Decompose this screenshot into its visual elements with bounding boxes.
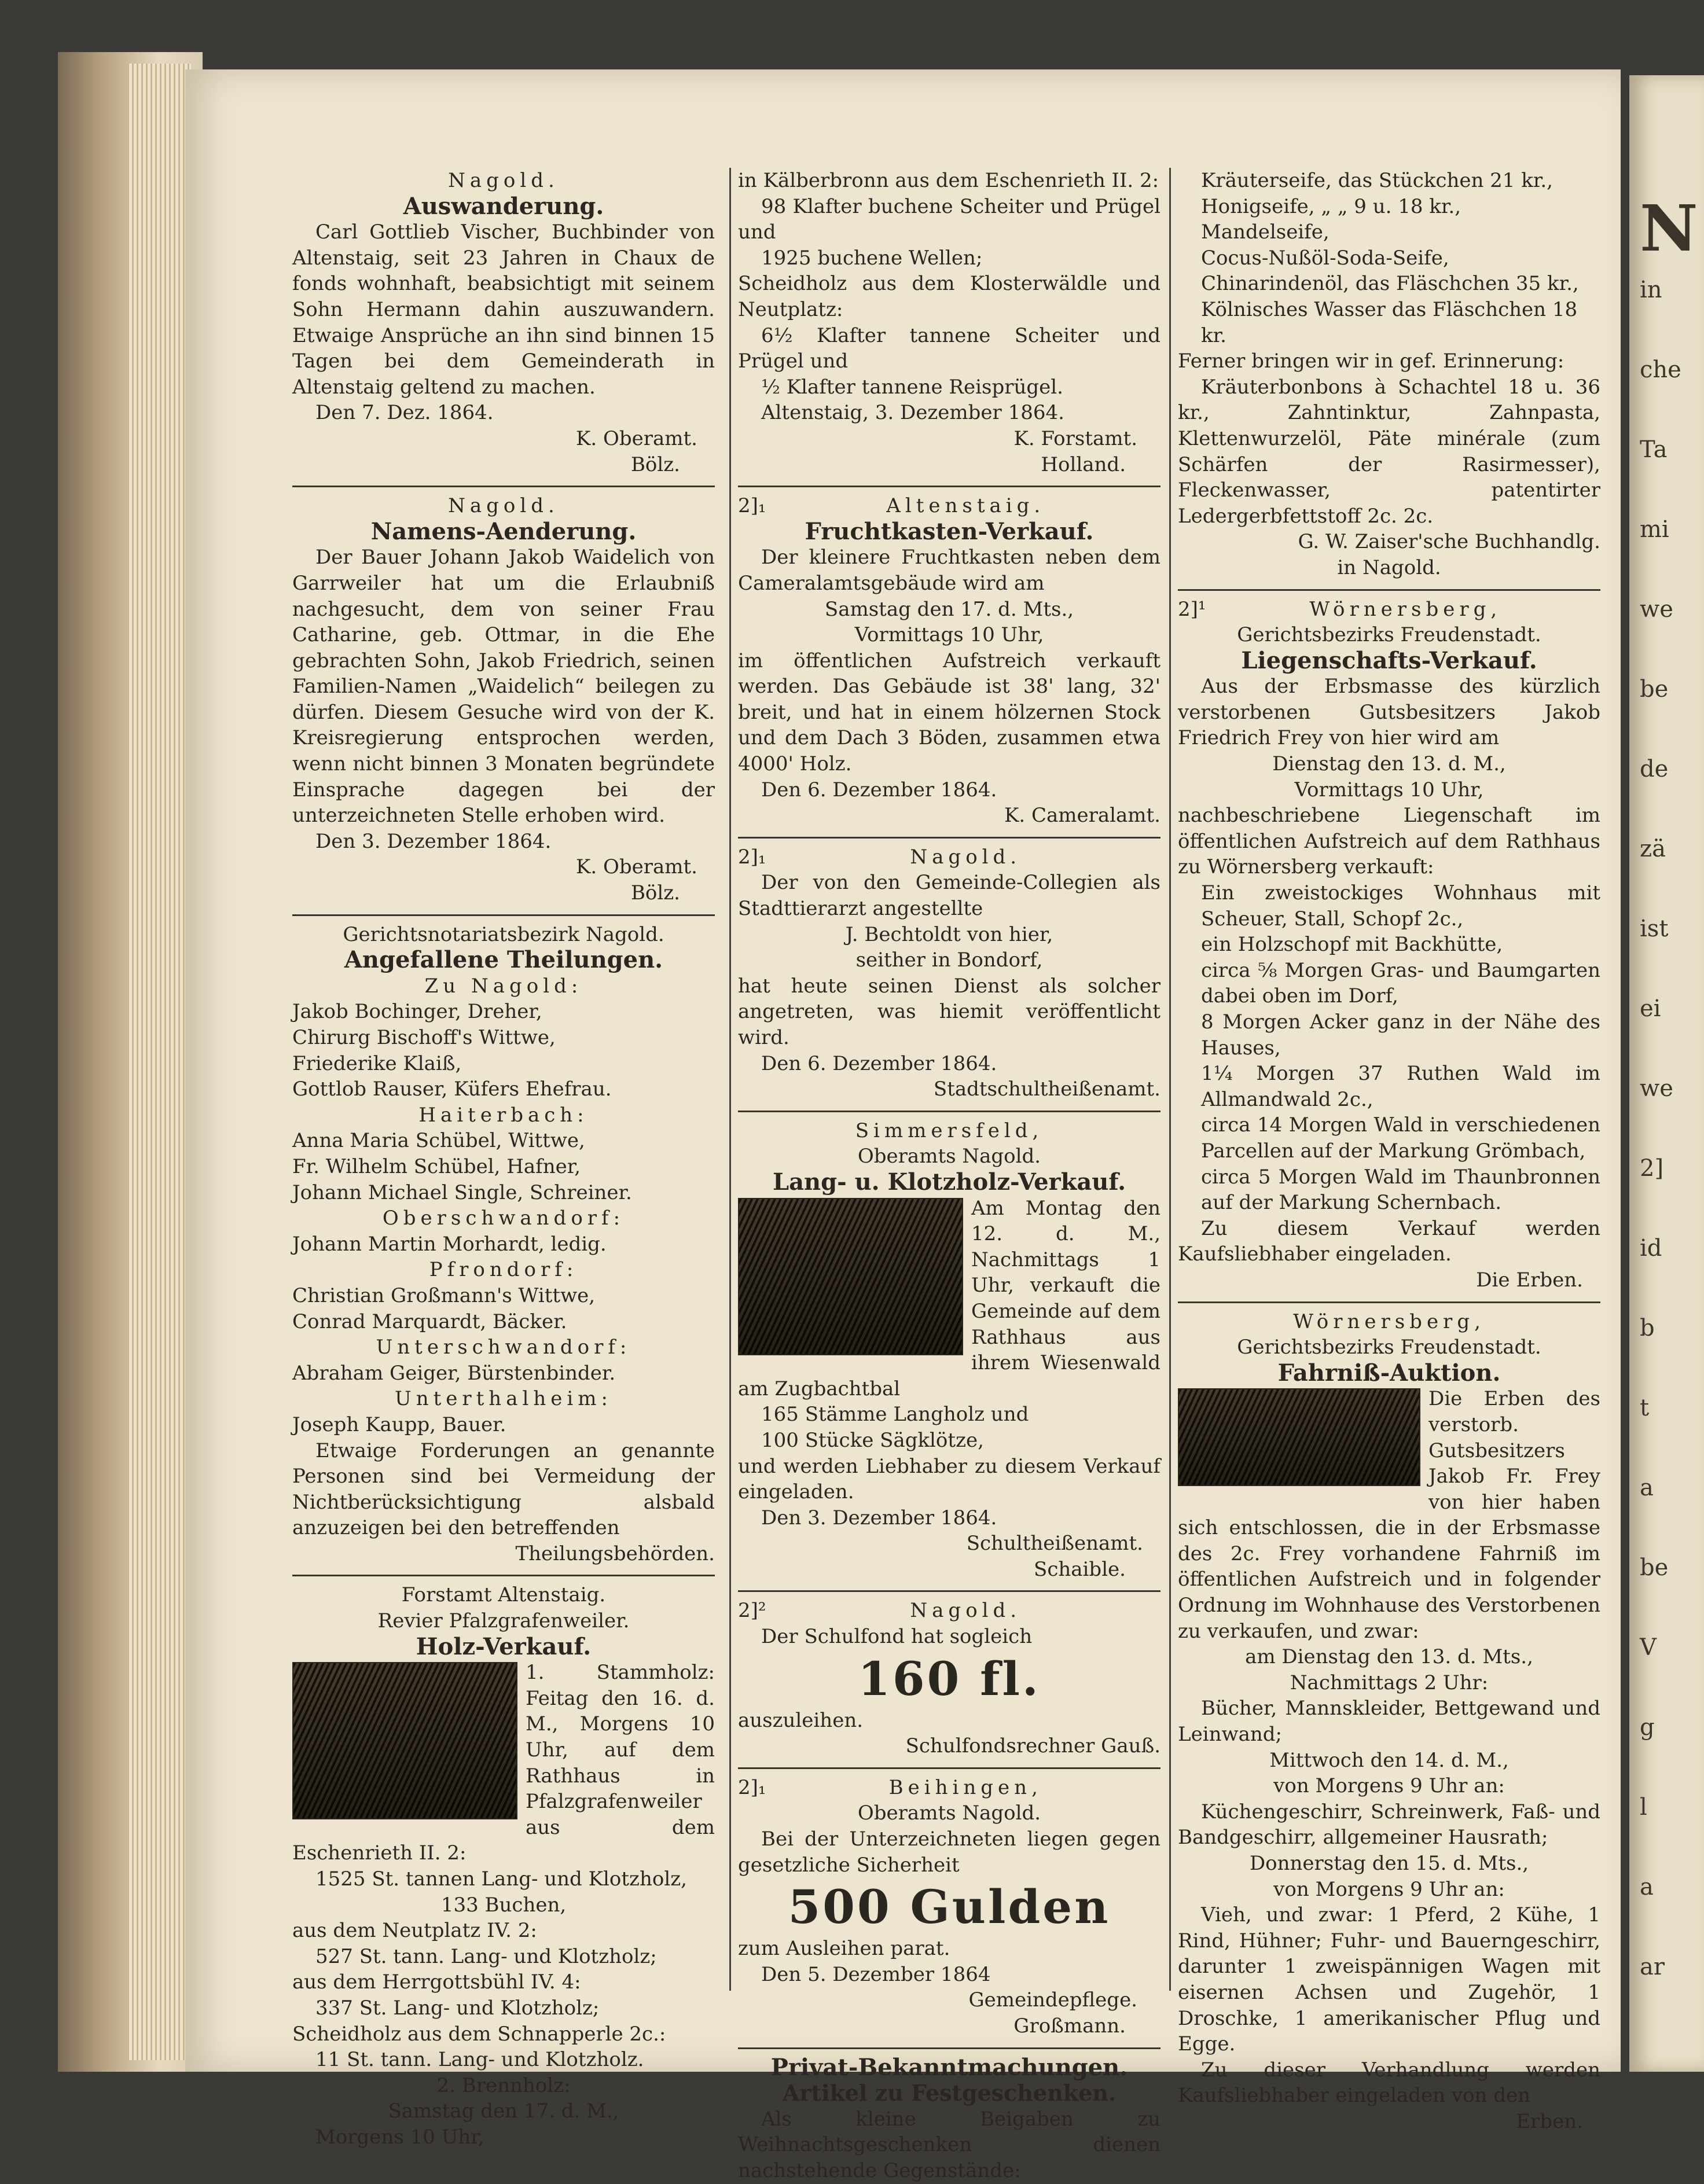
notice-date-line: Dienstag den 13. d. M., <box>1272 752 1506 776</box>
notice-date: Den 3. Dezember 1864. <box>315 829 552 853</box>
insertion-count: 2]¹ <box>1178 597 1206 621</box>
notice-time-line: von Morgens 9 Uhr an: <box>1273 1774 1505 1798</box>
notice-title: Holz-Verkauf. <box>416 1633 592 1660</box>
separator <box>738 1590 1161 1592</box>
price-line: Kräuterseife, das Stückchen 21 kr., <box>1201 169 1553 192</box>
section-title: Privat-Bekanntmachungen. <box>770 2053 1128 2081</box>
inheritance-list <box>292 973 715 1438</box>
list-item: Johann Martin Morhardt, ledig. <box>292 1232 607 1256</box>
list-item: Christian Großmann's Wittwe, <box>292 1284 596 1307</box>
notice-line: 337 St. Lang- und Klotzholz; <box>315 1996 600 2020</box>
notice-date: Den 3. Dezember 1864. <box>761 1506 997 1529</box>
facing-page-text: we <box>1640 1075 1673 1102</box>
price-line: Chinarindenöl, das Fläschchen 35 kr., <box>1201 272 1579 296</box>
notice-signature: G. W. Zaiser'sche Buchhandlg. <box>1298 530 1600 554</box>
list-item: ein Holzschopf mit Backhütte, <box>1201 933 1503 957</box>
notice-line: 527 St. tann. Lang- und Klotzholz; <box>315 1944 657 1968</box>
notice-line: aus dem Herrgottsbühl IV. 4: <box>292 1970 581 1994</box>
list-item: Conrad Marquardt, Bäcker. <box>292 1310 567 1333</box>
facing-page-text: g <box>1640 1714 1655 1741</box>
notice-body: Als kleine Beigaben zu Weihnachtsgeschenken dienen nachstehende Gegenstände: <box>738 2107 1161 2182</box>
notice-line: 1525 St. tannen Lang- und Klotzholz, <box>315 1867 687 1891</box>
facing-page-text: ist <box>1640 915 1669 942</box>
notice-place: Nagold. <box>448 494 559 518</box>
notice-body: 1. Stammholz: Feitag den 16. d. M., Morgens 10 Uhr, auf dem Rathhaus in Pfalzgrafenweiler aus dem Eschenrieth II. 2: <box>292 1661 715 1865</box>
notice-line: ½ Klafter tannene Reisprügel. <box>761 375 1063 399</box>
price-line: Honigseife, „ „ 9 u. 18 kr., <box>1201 194 1461 218</box>
notice-time-line: von Morgens 9 Uhr an: <box>1273 1877 1505 1901</box>
notice-place: Nagold. <box>910 1599 1022 1623</box>
notice-body: Kräuterbonbons à Schachtel 18 u. 36 kr., Zahntinktur, Zahnpasta, Klettenwurzelöl, Päte minérale (zum Schärfen der Rasirmesser), Fleckenwasser, patentirter Ledergerbfettstoff 2c. 2c. <box>1178 375 1600 528</box>
price-line: Kölnisches Wasser das Fläschchen 18 kr. <box>1201 297 1578 347</box>
notice-date-line: Samstag den 17. d. Mts., <box>824 597 1074 621</box>
notice-time-line: Vormittags 10 Uhr, <box>1294 778 1484 801</box>
notice-body: nachbeschriebene Liegenschaft im öffentlichen Aufstreich auf dem Rathhaus zu Wörnersberg verkauft: <box>1178 804 1600 879</box>
notice-place: Beihingen, <box>888 1775 1042 1799</box>
notice-body: Der Bauer Johann Jakob Waidelich von Garrweiler hat um die Erlaubniß nachgesucht, dem von seiner Frau Catharine, geb. Ottmar, in die Ehe gebrachten Sohn, Jakob Friedrich, seinen Familien-Namen „Waidelich“ beilegen zu dürfen. Diesem Gesuche wird von der K. Kreisregierung entsprochen werden, wenn nicht binnen 3 Monaten begründete Einsprache dagegen bei der unterzeichneten Stelle erhoben wird. <box>292 546 715 828</box>
notice-title: Fahrniß-Auktion. <box>1277 1359 1501 1387</box>
notice-signature-place: in Nagold. <box>1337 556 1441 579</box>
notice-body: Bei der Unterzeichneten liegen gegen gesetzliche Sicherheit <box>738 1828 1161 1877</box>
separator <box>292 914 715 916</box>
facing-page-text: we <box>1640 596 1673 623</box>
locality-heading: Pfrondorf: <box>429 1258 578 1282</box>
notice-title: Fruchtkasten-Verkauf. <box>805 517 1094 545</box>
notice-subplace: Revier Pfalzgrafenweiler. <box>377 1609 630 1633</box>
notice-signature: K. Forstamt. <box>1013 426 1137 450</box>
notice-subplace: Oberamts Nagold. <box>857 1145 1041 1168</box>
facing-page-text: che <box>1640 356 1681 383</box>
notice-date: Den 6. Dezember 1864. <box>761 778 997 801</box>
notice-body: im öffentlichen Aufstreich verkauft werden. Das Gebäude ist 38' lang, 32' breit, und hat in einem hölzernen Stock und dem Dach 3 Böden, zusammen etwa 4000' Holz. <box>738 649 1161 776</box>
facing-page-text: a <box>1640 1874 1654 1900</box>
amount-large: 500 Gulden <box>788 1880 1111 1935</box>
list-item: Abraham Geiger, Bürstenbinder. <box>292 1361 616 1385</box>
facing-page-text: id <box>1640 1235 1662 1262</box>
notice-body: Bücher, Mannskleider, Bettgewand und Leinwand; <box>1178 1697 1600 1747</box>
list-item: circa ⅝ Morgen Gras- und Baumgarten dabei oben im Dorf, <box>1201 958 1600 1008</box>
list-item: Joseph Kaupp, Bauer. <box>292 1413 506 1436</box>
insertion-count: 2]₁ <box>738 1775 766 1799</box>
list-item: Jakob Bochinger, Dreher, <box>292 1000 542 1024</box>
list-item: Gottlob Rauser, Küfers Ehefrau. <box>292 1078 612 1101</box>
notice-date-line: Donnerstag den 15. d. Mts., <box>1249 1852 1529 1875</box>
notice-body: Am Montag den 12. d. M., Nachmittags 1 Uhr, verkauft die Gemeinde auf dem Rathhaus aus ihrem Wiesenwald am Zugbachtbal <box>738 1196 1161 1400</box>
list-item: Fr. Wilhelm Schübel, Hafner, <box>292 1154 581 1178</box>
notice-signature: Stadtschultheißenamt. <box>933 1078 1161 1101</box>
price-line: Cocus-Nußöl-Soda-Seife, <box>1201 246 1449 270</box>
notice-signature: Die Erben. <box>1476 1268 1583 1292</box>
notice-body: Vieh, und zwar: 1 Pferd, 2 Kühe, 1 Rind, Hühner; Fuhr- und Bauerngeschirr, darunter 1 zweispännigen Wagen mit eisernen Achsen und Zugehör, 1 Droschke, 1 amerikanischer Pflug und Egge. <box>1178 1903 1600 2056</box>
notice-line: Ferner bringen wir in gef. Erinnerung: <box>1178 350 1565 373</box>
notice-place: Forstamt Altenstaig. <box>401 1583 606 1607</box>
notice-signature: Erben. <box>1516 2109 1583 2133</box>
facing-page-text: a <box>1640 1475 1654 1501</box>
property-list <box>1178 880 1600 1216</box>
facing-page-fragment <box>1629 75 1704 2072</box>
woodcut-auction-illustration <box>1178 1388 1420 1486</box>
notice-line: 1925 buchene Wellen; <box>761 246 983 270</box>
notice-title: Artikel zu Festgeschenken. <box>782 2080 1117 2106</box>
notice-body: Küchengeschirr, Schreinwerk, Faß- und Bandgeschirr, allgemeiner Hausrath; <box>1178 1800 1600 1850</box>
facing-page-text: ei <box>1640 995 1661 1022</box>
notice-date: Den 6. Dezember 1864. <box>761 1051 997 1075</box>
notice-signature: Gemeindepflege. <box>968 1988 1137 2012</box>
notice-signature: K. Cameralamt. <box>1004 804 1161 828</box>
separator <box>292 1575 715 1576</box>
notice-title: Angefallene Theilungen. <box>344 946 663 974</box>
notice-body: Die Erben des verstorb. Gutsbesitzers Jakob Fr. Frey von hier haben sich entschlossen, die in der Erbsmasse des 2c. Frey vorhandene Fahrniß im öffentlichen Aufstreich und in folgender Ordnung im Wohnhause des Verstorbenen zu verkaufen, und zwar: <box>1178 1387 1600 1643</box>
notice-signature-name: Schaible. <box>1034 1557 1126 1581</box>
notice-line: 133 Buchen, <box>440 1893 567 1917</box>
notice-place: Wörnersberg, <box>1309 597 1502 621</box>
notice-time-line: Nachmittags 2 Uhr: <box>1290 1671 1489 1694</box>
list-item: 1¼ Morgen 37 Ruthen Wald im Allmandwald 2c., <box>1201 1062 1600 1111</box>
notice-line: aus dem Neutplatz IV. 2: <box>292 1919 537 1943</box>
facing-page-text: l <box>1640 1794 1647 1821</box>
notice-signature: K. Oberamt. <box>575 426 697 450</box>
locality-heading: Haiterbach: <box>418 1103 589 1127</box>
notice-place: Wörnersberg, <box>1293 1310 1485 1333</box>
notice-body: Etwaige Forderungen an genannte Personen sind bei Vermeidung der Nichtberücksichtigung alsbald anzuzeigen bei den betreffenden <box>292 1439 715 1540</box>
column-rule <box>1169 168 1171 1991</box>
notice-body: Der von den Gemeinde-Collegien als Stadttierarzt angestellte <box>738 871 1161 921</box>
notice-signature: K. Oberamt. <box>575 855 697 879</box>
notice-line: 2. Brennholz: <box>436 2073 571 2097</box>
facing-page-text: t <box>1640 1395 1650 1421</box>
locality-heading: Unterthalheim: <box>395 1387 612 1411</box>
locality-heading: Oberschwandorf: <box>382 1207 625 1230</box>
notice-body: auszuleihen. <box>738 1708 864 1732</box>
locality-heading: Zu Nagold: <box>424 974 583 998</box>
facing-page-text: de <box>1640 756 1669 782</box>
notice-body: Zu diesem Verkauf werden Kaufsliebhaber eingeladen. <box>1178 1216 1600 1266</box>
woodcut-forest-illustration <box>292 1662 517 1819</box>
notice-body: zum Ausleihen parat. <box>738 1937 950 1961</box>
notice-place: Simmersfeld, <box>855 1119 1044 1142</box>
notice-name-line: seither in Bondorf, <box>855 948 1043 972</box>
notice-date: Den 7. Dez. 1864. <box>315 401 494 425</box>
column-2 <box>738 168 1161 2184</box>
notice-place: Gerichtsnotariatsbezirk Nagold. <box>343 922 664 946</box>
notice-signature-name: Bölz. <box>630 881 680 905</box>
notice-body: Der Schulfond hat sogleich <box>761 1625 1033 1649</box>
separator <box>738 1111 1161 1112</box>
notice-title: Namens-Aenderung. <box>370 517 637 545</box>
notice-body: Zu dieser Verhandlung werden Kaufsliebhaber eingeladen von den <box>1178 2058 1600 2108</box>
notice-name-line: J. Bechtoldt von hier, <box>845 922 1053 946</box>
notice-body: Carl Gottlieb Vischer, Buchbinder von Altenstaig, seit 23 Jahren in Chaux de fonds wohnhaft, beabsichtigt mit seinem Sohn Hermann dahin auszuwandern. Etwaige Ansprüche an ihn sind binnen 15 Tagen bei dem Gemeinderath in Altenstaig geltend zu machen. <box>292 220 715 399</box>
list-item: Chirurg Bischoff's Wittwe, <box>292 1026 556 1049</box>
separator <box>1178 1301 1600 1303</box>
separator <box>738 2047 1161 2049</box>
notice-line: Scheidholz aus dem Klosterwäldle und Neutplatz: <box>738 272 1161 321</box>
list-item: 8 Morgen Acker ganz in der Nähe des Hauses, <box>1201 1010 1600 1060</box>
notice-title: Liegenschafts-Verkauf. <box>1241 646 1537 674</box>
separator <box>738 837 1161 839</box>
list-item: Anna Maria Schübel, Wittwe, <box>292 1129 585 1153</box>
notice-line: Scheidholz aus dem Schnapperle 2c.: <box>292 2022 666 2046</box>
locality-heading: Unterschwandorf: <box>376 1336 631 1359</box>
facing-page-text: b <box>1640 1315 1655 1341</box>
notice-signature-name: Großmann. <box>1013 2014 1126 2038</box>
separator <box>738 1767 1161 1769</box>
facing-page-text: be <box>1640 676 1669 703</box>
notice-body: und werden Liebhaber zu diesem Verkauf eingeladen. <box>738 1454 1161 1504</box>
notice-line: Samstag den 17. d. M., <box>388 2100 619 2123</box>
notice-title: Auswanderung. <box>403 192 604 220</box>
insertion-count: 2]² <box>738 1599 766 1623</box>
notice-signature-name: Bölz. <box>630 453 680 476</box>
list-item: Ein zweistockiges Wohnhaus mit Scheuer, Stall, Schopf 2c., <box>1201 881 1600 931</box>
insertion-count: 2]₁ <box>738 494 766 518</box>
notice-line: in Kälberbronn aus dem Eschenrieth II. 2: <box>738 169 1159 192</box>
price-line: Mandelseife, <box>1201 220 1330 244</box>
notice-title: Lang- u. Klotzholz-Verkauf. <box>772 1168 1126 1196</box>
facing-page-text: Ta <box>1640 436 1668 463</box>
facing-page-text: V <box>1640 1634 1657 1661</box>
separator <box>1178 589 1600 591</box>
notice-subplace: Oberamts Nagold. <box>857 1801 1041 1825</box>
list-item: circa 14 Morgen Wald in verschiedenen Parcellen auf der Markung Grömbach, <box>1201 1113 1600 1163</box>
notice-subplace: Gerichtsbezirks Freudenstadt. <box>1237 623 1541 647</box>
notice-signature: Schulfondsrechner Gauß. <box>905 1734 1161 1758</box>
facing-page-text: in <box>1640 277 1662 303</box>
facing-page-text: be <box>1640 1554 1669 1581</box>
notice-line: 11 St. tann. Lang- und Klotzholz. <box>315 2048 644 2072</box>
notice-place: Nagold. <box>910 845 1022 869</box>
notice-date: Den 5. Dezember 1864 <box>761 1962 991 1986</box>
notice-signature-name: Holland. <box>1041 453 1126 476</box>
column-rule <box>729 168 731 1991</box>
notice-line: 165 Stämme Langholz und <box>761 1403 1029 1426</box>
column-3 <box>1178 168 1600 2135</box>
notice-date-line: am Dienstag den 13. d. Mts., <box>1245 1645 1533 1669</box>
list-item: Friederike Klaiß, <box>292 1051 462 1075</box>
separator <box>292 486 715 487</box>
notice-line: 6½ Klafter tannene Scheiter und Prügel und <box>738 323 1161 373</box>
column-1 <box>292 168 715 2150</box>
notice-line: 100 Stücke Sägklötze, <box>761 1428 984 1452</box>
notice-body: hat heute seinen Dienst als solcher angetreten, was hiemit veröffentlicht wird. <box>738 974 1161 1049</box>
facing-page-text: ar <box>1640 1954 1665 1980</box>
notice-place: Nagold. <box>448 169 559 192</box>
list-item: Johann Michael Single, Schreiner. <box>292 1181 632 1204</box>
facing-page-text: 2] <box>1640 1155 1664 1182</box>
notice-subplace: Gerichtsbezirks Freudenstadt. <box>1237 1336 1541 1359</box>
page-stack-edges <box>127 64 191 2060</box>
facing-page-text: zä <box>1640 836 1666 862</box>
notice-line: Morgens 10 Uhr, <box>315 2125 484 2149</box>
separator <box>738 486 1161 487</box>
notice-signature: Schultheißenamt. <box>966 1532 1143 1556</box>
notice-date-line: Mittwoch den 14. d. M., <box>1269 1748 1509 1772</box>
notice-line: 98 Klafter buchene Scheiter und Prügel und <box>738 194 1161 244</box>
notice-time-line: Vormittags 10 Uhr, <box>854 623 1044 647</box>
woodcut-lumber-illustration <box>738 1198 963 1355</box>
notice-body: Der kleinere Fruchtkasten neben dem Cameralamtsgebäude wird am <box>738 546 1161 595</box>
insertion-count: 2]₁ <box>738 845 766 869</box>
list-item: circa 5 Morgen Wald im Thaunbronnen auf der Markung Schernbach. <box>1201 1165 1600 1215</box>
facing-page-text: N <box>1640 191 1698 266</box>
notice-signature: Theilungsbehörden. <box>515 1542 715 1565</box>
facing-page-text: mi <box>1640 516 1669 543</box>
notice-place: Altenstaig. <box>886 494 1045 518</box>
amount-large: 160 fl. <box>858 1651 1041 1706</box>
notice-body: Aus der Erbsmasse des kürzlich verstorbenen Gutsbesitzers Jakob Friedrich Frey von hier wird am <box>1178 675 1600 750</box>
notice-date: Altenstaig, 3. Dezember 1864. <box>761 401 1064 425</box>
